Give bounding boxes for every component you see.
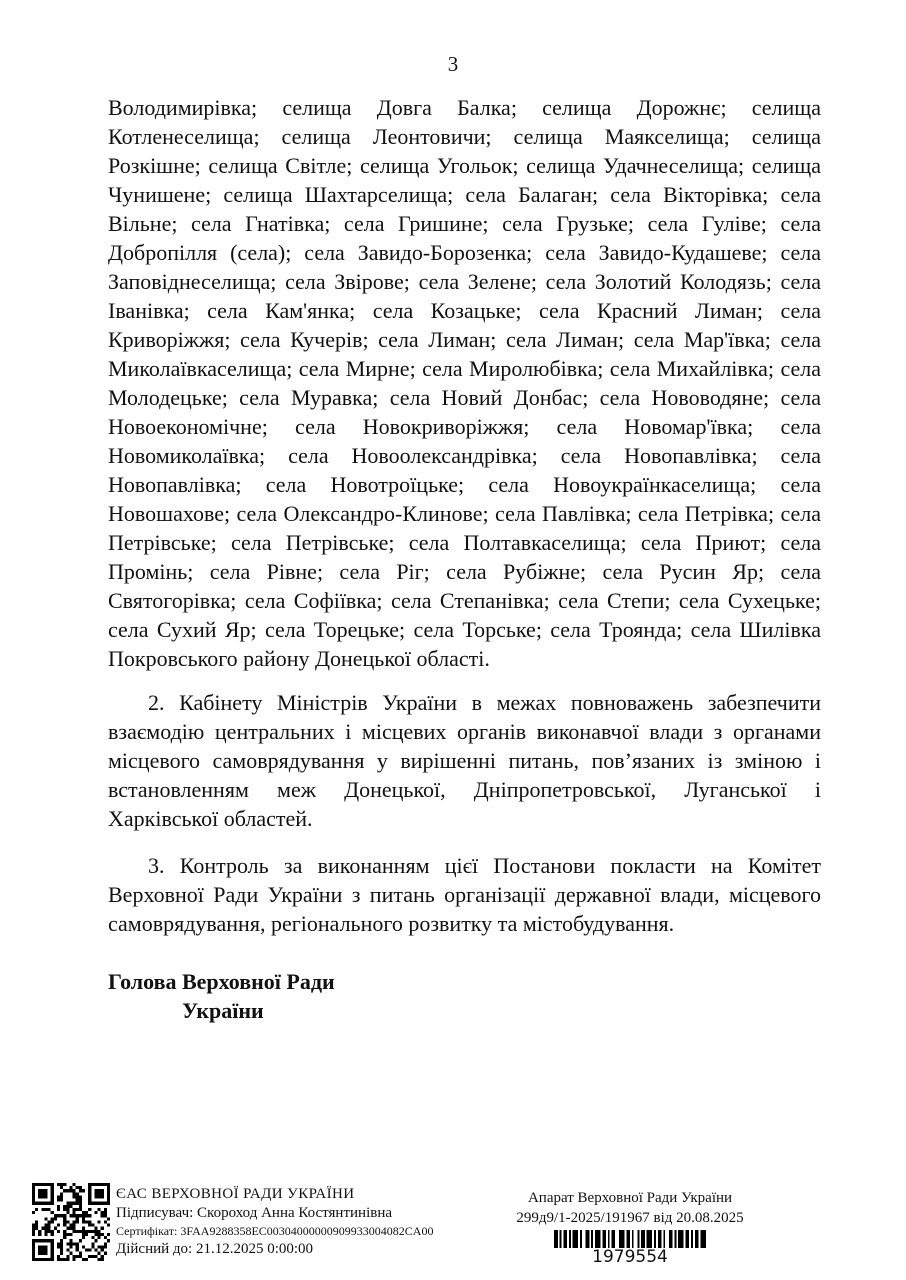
signature-block	[108, 967, 335, 1025]
barcode-number: 1979554	[592, 1247, 668, 1267]
barcode-icon	[488, 1230, 772, 1248]
page-number: 3	[447, 52, 459, 76]
paragraph-cabinet-of-ministers: 2. Кабінету Міністрів України в межах повноважень забезпечити взаємодію центральних і місцевих органів виконавчої влади з органами місцевого самоврядування у вирішенні питань, пов’язаних із зміною і встановленням меж Донецької, Дніпропетровської, Луганської і Харківської областей.	[108, 690, 821, 831]
paragraph-control-committee: 3. Контроль за виконанням цієї Постанови покласти на Комітет Верховної Ради України з питань організації державної влади, місцевого самоврядування, регіонального розвитку та містобудування.	[108, 853, 821, 936]
signature-title-line1: Голова Верховної Ради	[108, 969, 335, 994]
digital-signature-stamp	[32, 1183, 433, 1261]
signature-title-line2: України	[182, 998, 264, 1023]
signer-name: Підписувач: Скороход Анна Костянтинівна	[116, 1205, 392, 1221]
paragraph-settlements-list: Володимирівка; селища Довга Балка; селища Дорожнє; селища Котленеселища; селища Леонтовичи; селища Маякселища; селища Розкішне; селища Світле; селища Угольок; селища Удачнеселища; селища Чунишене; селища Шахтарселища; села Балаган; села Вікторівка; села Вільне; села Гнатівка; села Гришине; села Грузьке; села Гуліве; села Добропілля (села); села Завидо-Борозенка; села Завидо-Кудашеве; села Заповіднеселища; села Звірове; села Зелене; села Золотий Колодязь; села Іванівка; села Кам'янка; села Козацьке; села Красний Лиман; села Криворіжжя; села Кучерів; села Лиман; села Лиман; села Мар'ївка; села Миколаївкаселища; села Мирне; села Миролюбівка; села Михайлівка; села Молодецьке; села Муравка; села Новий Донбас; села Нововодяне; села Новоекономічне; села Новокриворіжжя; села Новомар'ївка; села Новомиколаївка; села Новоолександрівка; села Новопавлівка; села Новопавлівка; села Новотроїцьке; села Новоукраїнкаселища; села Новошахове; села Олександро-Клинове; села Павлівка; села Петрівка; села Петрівське; села Петрівське; села Полтавкаселища; села Приют; села Промінь; села Рівне; села Ріг; села Рубіжне; села Русин Яр; села Святогорівка; села Софіївка; села Степанівка; села Степи; села Сухецьке; села Сухий Яр; села Торецьке; села Торське; села Троянда; села Шилівка Покровського району Донецької області.	[108, 95, 821, 671]
registration-stamp	[488, 1188, 772, 1267]
digital-signature-details	[116, 1183, 433, 1259]
registration-number: 299д9/1-2025/191967 від 20.08.2025	[516, 1210, 744, 1226]
certificate-number: Сертифікат: 3FAA9288358EC00304000000909933004082CA00	[116, 1224, 434, 1238]
validity-date: Дійсний до: 21.12.2025 0:00:00	[116, 1241, 314, 1257]
document-body	[108, 93, 821, 938]
apparatus-label: Апарат Верховної Ради України	[527, 1190, 733, 1206]
qr-code-icon	[32, 1183, 110, 1261]
eas-system-label: ЄАС ВЕРХОВНОЇ РАДИ УКРАЇНИ	[116, 1186, 355, 1202]
